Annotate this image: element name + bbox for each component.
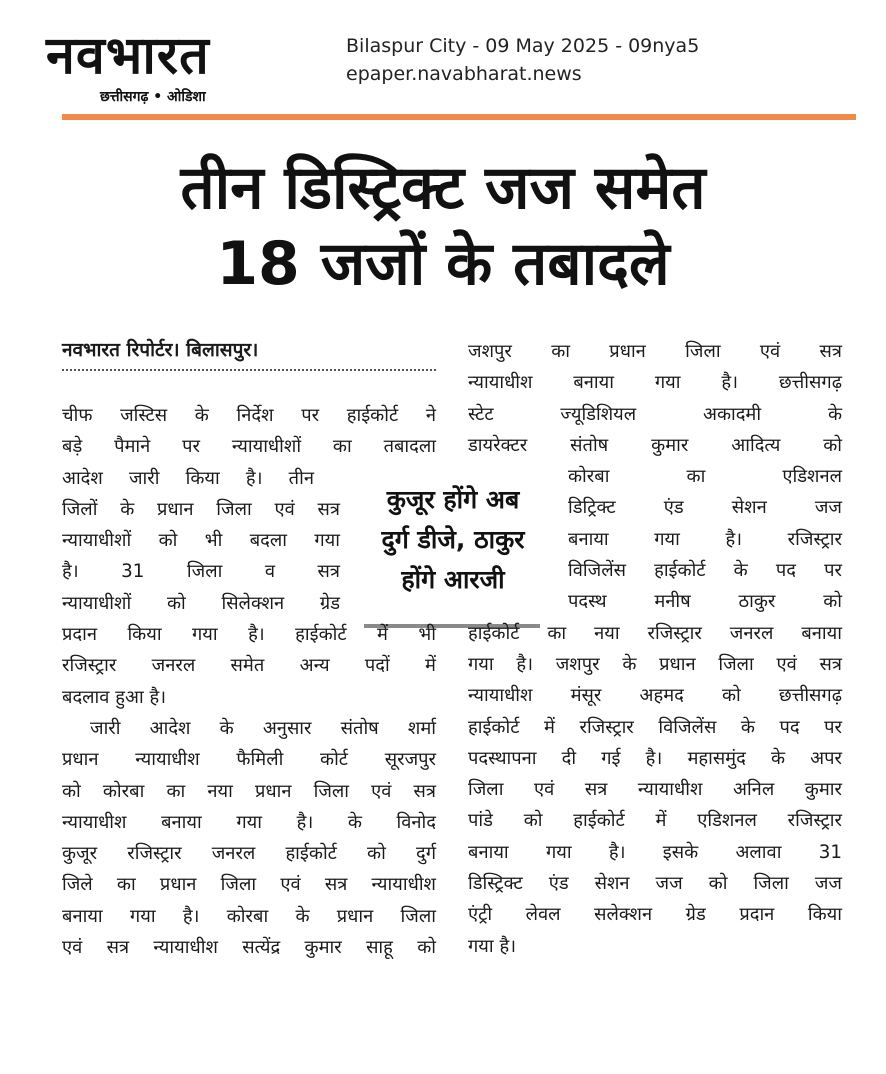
article-text-line: डिस्ट्रिक्ट एंड सेशन जज को जिला जज (468, 873, 842, 895)
article-text-line: बनाया गया है। रजिस्ट्रार (568, 528, 842, 550)
pullquote-line-1: कुजूर होंगे अब (386, 485, 520, 514)
article-text-line: गया है। (468, 935, 517, 957)
article-text-line: विजिलेंस हाईकोर्ट के पद पर (568, 560, 842, 582)
article-text-line: न्यायाधीश बनाया गया है। छत्तीसगढ़ (468, 372, 842, 394)
article-text-line: पदस्थ मनीष ठाकुर को (568, 591, 842, 613)
article-text-line: बनाया गया है। कोरबा के प्रधान जिला (62, 905, 436, 927)
logo-wordmark: नवभारत (46, 26, 210, 86)
headline-line-1: तीन डिस्ट्रिक्ट जज समेत (180, 153, 706, 223)
article-text-line: न्यायाधीशों को भी बदला गया (62, 530, 340, 552)
article-text-line: रजिस्ट्रार जनरल समेत अन्य पदों में (62, 655, 436, 677)
edition-info (346, 32, 699, 88)
article-text-line: कोरबा का एडिशनल (568, 466, 842, 488)
article-text-line: चीफ जस्टिस के निर्देश पर हाईकोर्ट ने (62, 405, 436, 426)
article-text-line: पांडे को हाईकोर्ट में एडिशनल रजिस्ट्रार (468, 810, 842, 832)
article-text-line: जिलों के प्रधान जिला एवं सत्र (62, 498, 340, 520)
article-text-line: जिला एवं सत्र न्यायाधीश अनिल कुमार (468, 779, 842, 801)
pullquote-line-3: होंगे आरजी (401, 565, 505, 594)
article-text-line: जारी आदेश के अनुसार संतोष शर्मा (90, 717, 436, 739)
article-column-right (468, 336, 846, 962)
article-text-line: आदेश जारी किया है। तीन (62, 467, 314, 489)
article-text-line: बदलाव हुआ है। (62, 686, 167, 708)
newspaper-logo (46, 24, 326, 104)
article-text-line: कुजूर रजिस्ट्रार जनरल हाईकोर्ट को दुर्ग (62, 843, 436, 865)
article-text-line: पदस्थापना दी गई है। महासमुंद के अपर (468, 747, 842, 769)
pullquote-line-2: दुर्ग डीजे, ठाकुर (381, 525, 525, 554)
article-text-line: एंट्री लेवल सलेक्शन ग्रेड प्रदान किया (468, 904, 842, 926)
article-text-line: न्यायाधीश मंसूर अहमद को छत्तीसगढ़ (468, 685, 842, 707)
article-text-line: डायरेक्टर संतोष कुमार आदित्य को (468, 434, 842, 456)
byline-divider (62, 369, 436, 371)
article-text-line: न्यायाधीशों को सिलेक्शन ग्रेड (62, 592, 340, 614)
article-text-line: डिट्रिक्ट एंड सेशन जज (568, 497, 842, 519)
article-headline (0, 150, 886, 302)
logo-regions: छत्तीसगढ़ • ओडिशा (100, 89, 206, 105)
headline-line-2: 18 जजों के तबादले (216, 229, 670, 299)
masthead (40, 24, 840, 114)
site-url: epaper.navabharat.news (346, 63, 582, 85)
article-text-line: हाईकोर्ट में रजिस्ट्रार विजिलेंस के पद पर (468, 716, 842, 738)
byline: नवभारत रिपोर्टर। बिलासपुर। (62, 339, 259, 361)
article-text-line: बनाया गया है। इसके अलावा 31 (468, 841, 842, 863)
article-column-left (62, 400, 442, 963)
article-text-line: प्रदान किया गया है। हाईकोर्ट में भी (62, 624, 436, 646)
article-text-line: हाईकोर्ट का नया रजिस्ट्रार जनरल बनाया (468, 622, 842, 644)
article-text-line: जशपुर का प्रधान जिला एवं सत्र (468, 341, 842, 362)
article-text-line: जिले का प्रधान जिला एवं सत्र न्यायाधीश (62, 874, 436, 896)
article-text-line: को कोरबा का नया प्रधान जिला एवं सत्र (62, 780, 436, 802)
article-text-line: है। 31 जिला व सत्र (62, 561, 340, 583)
article-text-line: स्टेट ज्यूडिशियल अकादमी के (468, 403, 842, 425)
article-text-line: गया है। जशपुर के प्रधान जिला एवं सत्र (468, 653, 842, 675)
article-text-line: बड़े पैमाने पर न्यायाधीशों का तबादला (62, 436, 436, 458)
article-text-line: एवं सत्र न्यायाधीश सत्येंद्र कुमार साहू को (62, 937, 436, 959)
article-text-line: न्यायाधीश बनाया गया है। के विनोद (62, 811, 436, 833)
masthead-divider (62, 114, 856, 120)
article-text-line: प्रधान न्यायाधीश फैमिली कोर्ट सूरजपुर (62, 749, 436, 771)
edition-line: Bilaspur City - 09 May 2025 - 09nya5 (346, 35, 700, 57)
